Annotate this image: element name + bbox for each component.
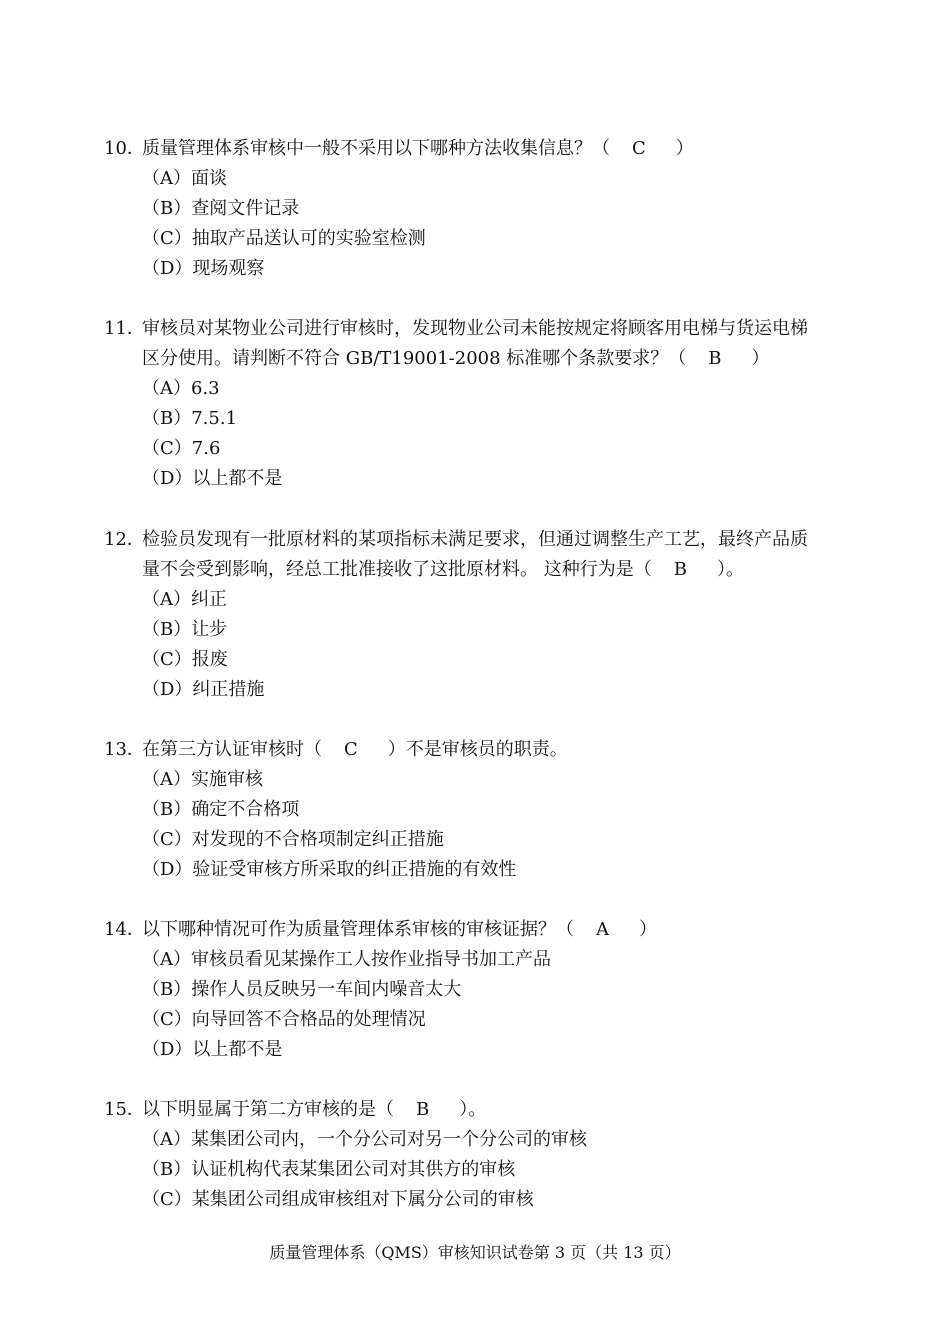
question-text-end: ） <box>675 138 694 159</box>
option-b: （B）认证机构代表某集团公司对其供方的审核 <box>142 1159 516 1180</box>
option-d: （D）现场观察 <box>142 258 265 279</box>
option-d: （D）以上都不是 <box>142 468 283 489</box>
option-a: （A）实施审核 <box>142 769 263 790</box>
question-text: 量不会受到影响，经总工批准接收了这批原材料。 这种行为是（ <box>142 559 652 580</box>
option-a: （A）纠正 <box>142 589 227 610</box>
question-stem <box>104 314 864 344</box>
question-number: 13． <box>104 739 145 760</box>
option-b: （B）操作人员反映另一车间内噪音太大 <box>142 979 462 1000</box>
question-text: 审核员对某物业公司进行审核时，发现物业公司未能按规定将顾客用电梯与货运电梯 <box>142 318 808 339</box>
option-a: （A）面谈 <box>142 168 227 189</box>
question-text-end: ）不是审核员的职责。 <box>387 739 568 760</box>
question-text-end: ）。 <box>459 1099 487 1120</box>
answer: B <box>708 348 722 369</box>
question-text: 在第三方认证审核时（ <box>142 739 322 760</box>
question-number: 14． <box>104 919 145 940</box>
option-d: （D）验证受审核方所采取的纠正措施的有效性 <box>142 859 517 880</box>
option-c: （C）某集团公司组成审核组对下属分公司的审核 <box>142 1189 534 1210</box>
question-number: 12． <box>104 529 145 550</box>
option-d: （D）纠正措施 <box>142 679 265 700</box>
answer: C <box>632 138 646 159</box>
question-stem-continued <box>104 555 864 585</box>
page-footer: 质量管理体系（QMS）审核知识试卷第 3 页（共 13 页） <box>269 1243 681 1262</box>
question-14 <box>104 915 864 1065</box>
option-b: （B）让步 <box>142 619 228 640</box>
question-11 <box>104 314 864 494</box>
option-c: （C）对发现的不合格项制定纠正措施 <box>142 829 444 850</box>
option-a: （A）6.3 <box>142 378 220 399</box>
question-number: 10． <box>104 138 145 159</box>
answer: A <box>596 919 609 940</box>
option-c: （C）向导回答不合格品的处理情况 <box>142 1009 426 1030</box>
question-stem <box>104 134 864 164</box>
question-stem-continued <box>104 344 864 374</box>
option-c: （C）报废 <box>142 649 228 670</box>
question-text: 以下哪种情况可作为质量管理体系审核的审核证据？（ <box>142 919 574 940</box>
question-number: 11． <box>104 318 145 339</box>
question-stem <box>104 915 864 945</box>
question-stem <box>104 525 864 555</box>
question-text: 区分使用。请判断不符合 GB/T19001-2008 标准哪个条款要求？（ <box>142 348 687 369</box>
option-d: （D）以上都不是 <box>142 1039 283 1060</box>
question-number: 15． <box>104 1099 145 1120</box>
question-stem <box>104 735 864 765</box>
option-a: （A）审核员看见某操作工人按作业指导书加工产品 <box>142 949 551 970</box>
option-a: （A）某集团公司内，一个分公司对另一个分公司的审核 <box>142 1129 587 1150</box>
option-b: （B）确定不合格项 <box>142 799 300 820</box>
question-text: 检验员发现有一批原材料的某项指标未满足要求，但通过调整生产工艺，最终产品质 <box>142 529 808 550</box>
question-15 <box>104 1095 864 1215</box>
question-stem <box>104 1095 864 1125</box>
question-text: 以下明显属于第二方审核的是（ <box>142 1099 394 1120</box>
answer: B <box>673 559 687 580</box>
question-10 <box>104 134 864 284</box>
option-c: （C）7.6 <box>142 438 221 459</box>
option-b: （B）7.5.1 <box>142 408 238 429</box>
answer: B <box>416 1099 430 1120</box>
question-text-end: ）。 <box>716 559 744 580</box>
question-text: 质量管理体系审核中一般不采用以下哪种方法收集信息？（ <box>142 138 610 159</box>
answer: C <box>344 739 358 760</box>
question-text-end: ） <box>639 919 657 940</box>
question-text-end: ） <box>751 348 770 369</box>
question-13 <box>104 735 864 885</box>
question-12 <box>104 525 864 705</box>
option-c: （C）抽取产品送认可的实验室检测 <box>142 228 426 249</box>
option-b: （B）查阅文件记录 <box>142 198 300 219</box>
